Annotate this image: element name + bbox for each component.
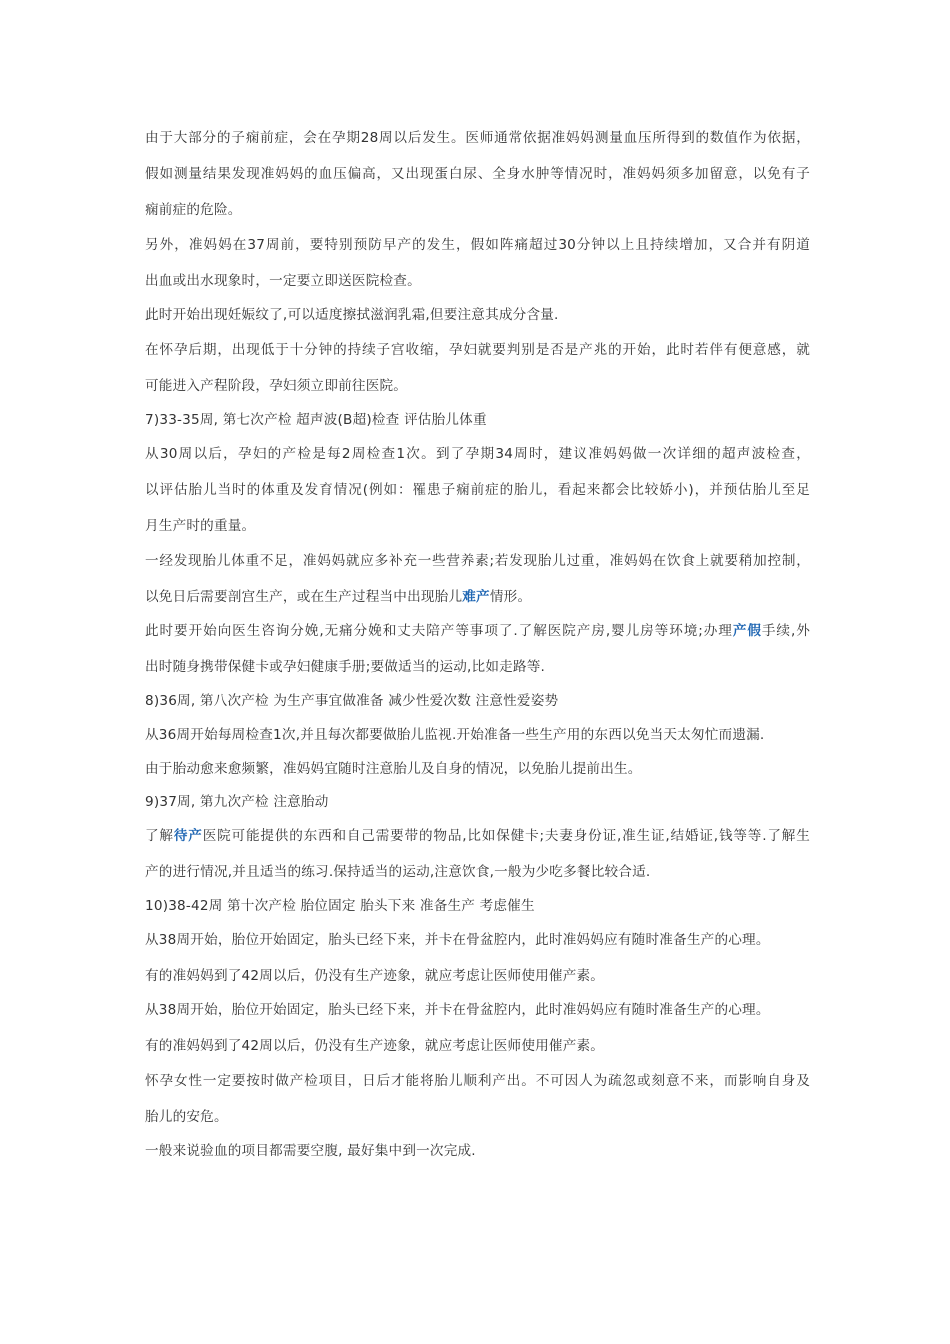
keyword-link-nanchan[interactable]: 难产 bbox=[462, 589, 490, 605]
keyword-link-chanjia[interactable]: 产假 bbox=[732, 623, 762, 639]
text-segment: 此时要开始向医生咨询分娩,无痛分娩和丈夫陪产等事项了.了解医院产房,婴儿房等环境;办理 bbox=[145, 623, 733, 639]
text-line: 产的进行情况,并且适当的练习.保持适当的运动,注意饮食,一般为少吃多餐比较合适. bbox=[145, 864, 651, 880]
text-line: 由于大部分的子痫前症，会在孕期28周以后发生。医师通常依据准妈妈测量血压所得到的数值作为依据， bbox=[145, 130, 810, 146]
section-heading: 8)36周, 第八次产检 为生产事宜做准备 减少性爱次数 注意性爱姿势 bbox=[145, 693, 559, 709]
text-segment: 以免日后需要剖宫生产，或在生产过程当中出现胎儿 bbox=[145, 589, 463, 605]
section-heading: 10)38-42周 第十次产检 胎位固定 胎头下来 准备生产 考虑催生 bbox=[145, 898, 535, 914]
text-line: 在怀孕后期，出现低于十分钟的持续子宫收缩，孕妇就要判别是否是产兆的开始，此时若伴有便意感，就 bbox=[145, 342, 810, 358]
text-line: 出血或出水现象时，一定要立即送医院检查。 bbox=[145, 273, 421, 289]
text-line: 以评估胎儿当时的体重及发育情况(例如：罹患子痫前症的胎儿，看起来都会比较娇小)，并预估胎儿至足 bbox=[145, 482, 810, 498]
text-line: 胎儿的安危。 bbox=[145, 1109, 228, 1125]
text-line: 从38周开始，胎位开始固定，胎头已经下来，并卡在骨盆腔内，此时准妈妈应有随时准备生产的心理。 bbox=[145, 932, 770, 948]
text-line: 怀孕女性一定要按时做产检项目，日后才能将胎儿顺利产出。不可因人为疏忽或刻意不来，而影响自身及 bbox=[145, 1073, 810, 1089]
text-line: 出时随身携带保健卡或孕妇健康手册;要做适当的运动,比如走路等. bbox=[145, 659, 546, 675]
text-segment: 情形。 bbox=[489, 589, 532, 605]
text-line: 可能进入产程阶段，孕妇须立即前往医院。 bbox=[145, 378, 408, 394]
text-line bbox=[145, 621, 810, 641]
text-segment: 了解 bbox=[145, 828, 174, 844]
text-line: 从38周开始，胎位开始固定，胎头已经下来，并卡在骨盆腔内，此时准妈妈应有随时准备生产的心理。 bbox=[145, 1002, 770, 1018]
text-line: 一经发现胎儿体重不足，准妈妈就应多补充一些营养素;若发现胎儿过重，准妈妈在饮食上就要稍加控制， bbox=[145, 553, 810, 569]
text-line: 有的准妈妈到了42周以后，仍没有生产迹象，就应考虑让医师使用催产素。 bbox=[145, 1038, 605, 1054]
text-segment: 医院可能提供的东西和自己需要带的物品,比如保健卡;夫妻身份证,准生证,结婚证,钱等等.了解生 bbox=[202, 828, 810, 844]
text-line: 月生产时的重量。 bbox=[145, 518, 256, 534]
section-heading: 9)37周, 第九次产检 注意胎动 bbox=[145, 794, 329, 810]
text-line bbox=[145, 826, 810, 846]
section-heading: 7)33-35周, 第七次产检 超声波(B超)检查 评估胎儿体重 bbox=[145, 412, 487, 428]
text-line: 一般来说验血的项目都需要空腹, 最好集中到一次完成. bbox=[145, 1143, 476, 1159]
text-line: 由于胎动愈来愈频繁，准妈妈宜随时注意胎儿及自身的情况，以免胎儿提前出生。 bbox=[145, 761, 642, 777]
text-line bbox=[145, 587, 810, 607]
text-line: 痫前症的危险。 bbox=[145, 202, 242, 218]
text-line: 从36周开始每周检查1次,并且每次都要做胎儿监视.开始准备一些生产用的东西以免当天太匆忙而遗漏. bbox=[145, 727, 765, 743]
keyword-link-daichan[interactable]: 待产 bbox=[173, 828, 203, 844]
text-line: 另外，准妈妈在37周前，要特别预防早产的发生，假如阵痛超过30分钟以上且持续增加，又合并有阴道 bbox=[145, 237, 810, 253]
text-line: 从30周以后，孕妇的产检是每2周检查1次。到了孕期34周时，建议准妈妈做一次详细的超声波检查， bbox=[145, 446, 810, 462]
text-line: 假如测量结果发现准妈妈的血压偏高，又出现蛋白尿、全身水肿等情况时，准妈妈须多加留意，以免有子 bbox=[145, 166, 810, 182]
text-line: 此时开始出现妊娠纹了,可以适度擦拭滋润乳霜,但要注意其成分含量. bbox=[145, 307, 559, 323]
text-segment: 手续,外 bbox=[761, 623, 811, 639]
text-line: 有的准妈妈到了42周以后，仍没有生产迹象，就应考虑让医师使用催产素。 bbox=[145, 968, 605, 984]
